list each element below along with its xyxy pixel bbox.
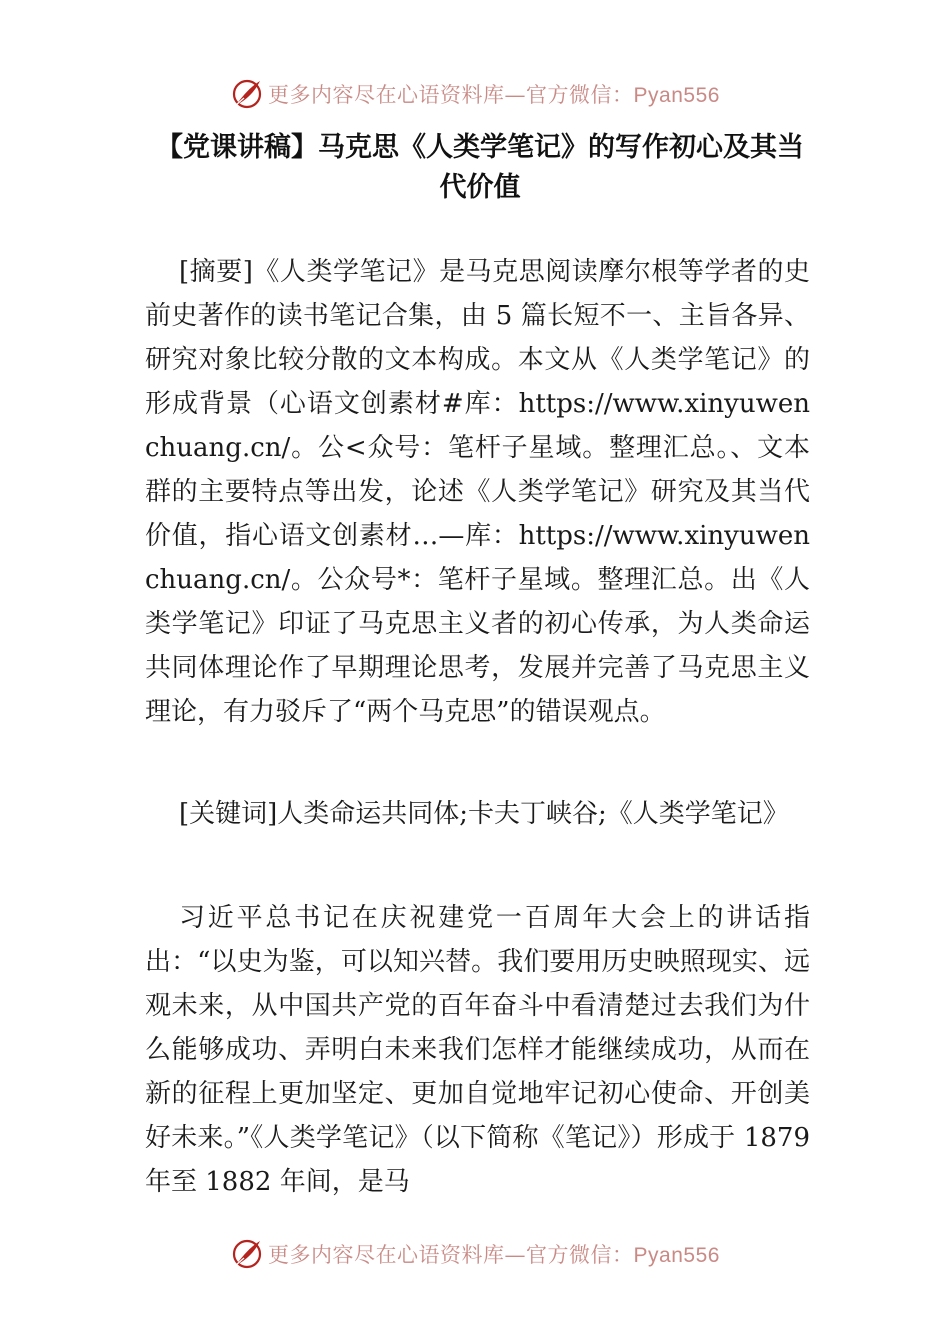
feather-pen-logo-icon [230, 1237, 264, 1271]
abstract-paragraph: [摘要]《人类学笔记》是马克思阅读摩尔根等学者的史前史著作的读书笔记合集，由 5 篇长短不一、主旨各异、研究对象比较分散的文本构成。本文从《人类学笔记》的形成背景（心语文创素材#库：https://www.xinyuwenchuang.cn/。公<众号：笔杆子星域。整理汇总。、文本群的主要特点等出发，论述《人类学笔记》研究及其当代价值，指心语文创素材…—库：https://www.xinyuwenchuang.cn/。公众号*：笔杆子星域。整理汇总。出《人类学笔记》印证了马克思主义者的初心传承，为人类命运共同体理论作了早期理论思考，发展并完善了马克思主义理论，有力驳斥了“两个马克思”的错误观点。 [145, 257, 810, 727]
body-paragraph: 习近平总书记在庆祝建党一百周年大会上的讲话指出：“以史为鉴，可以知兴替。我们要用历史映照现实、远观未来，从中国共产党的百年奋斗中看清楚过去我们为什么能够成功、弄明白未来我们怎样才能继续成功，从而在新的征程上更加坚定、更加自觉地牢记初心使命、开创美好未来。”《人类学笔记》（以下简称《笔记》）形成于 1879 年至 1882 年间，是马 [145, 903, 810, 1197]
document-title: 【党课讲稿】马克思《人类学笔记》的写作初心及其当代价值 [156, 132, 804, 203]
keywords-paragraph: [关键词]人类命运共同体;卡夫丁峡谷;《人类学笔记》 [179, 799, 789, 829]
banner-text: 更多内容尽在心语资料库—官方微信：Pyan556 [268, 83, 720, 107]
feather-pen-logo-icon [230, 77, 264, 111]
header-banner [0, 74, 950, 114]
footer-banner [0, 1234, 950, 1274]
banner-text: 更多内容尽在心语资料库—官方微信：Pyan556 [268, 1243, 720, 1267]
